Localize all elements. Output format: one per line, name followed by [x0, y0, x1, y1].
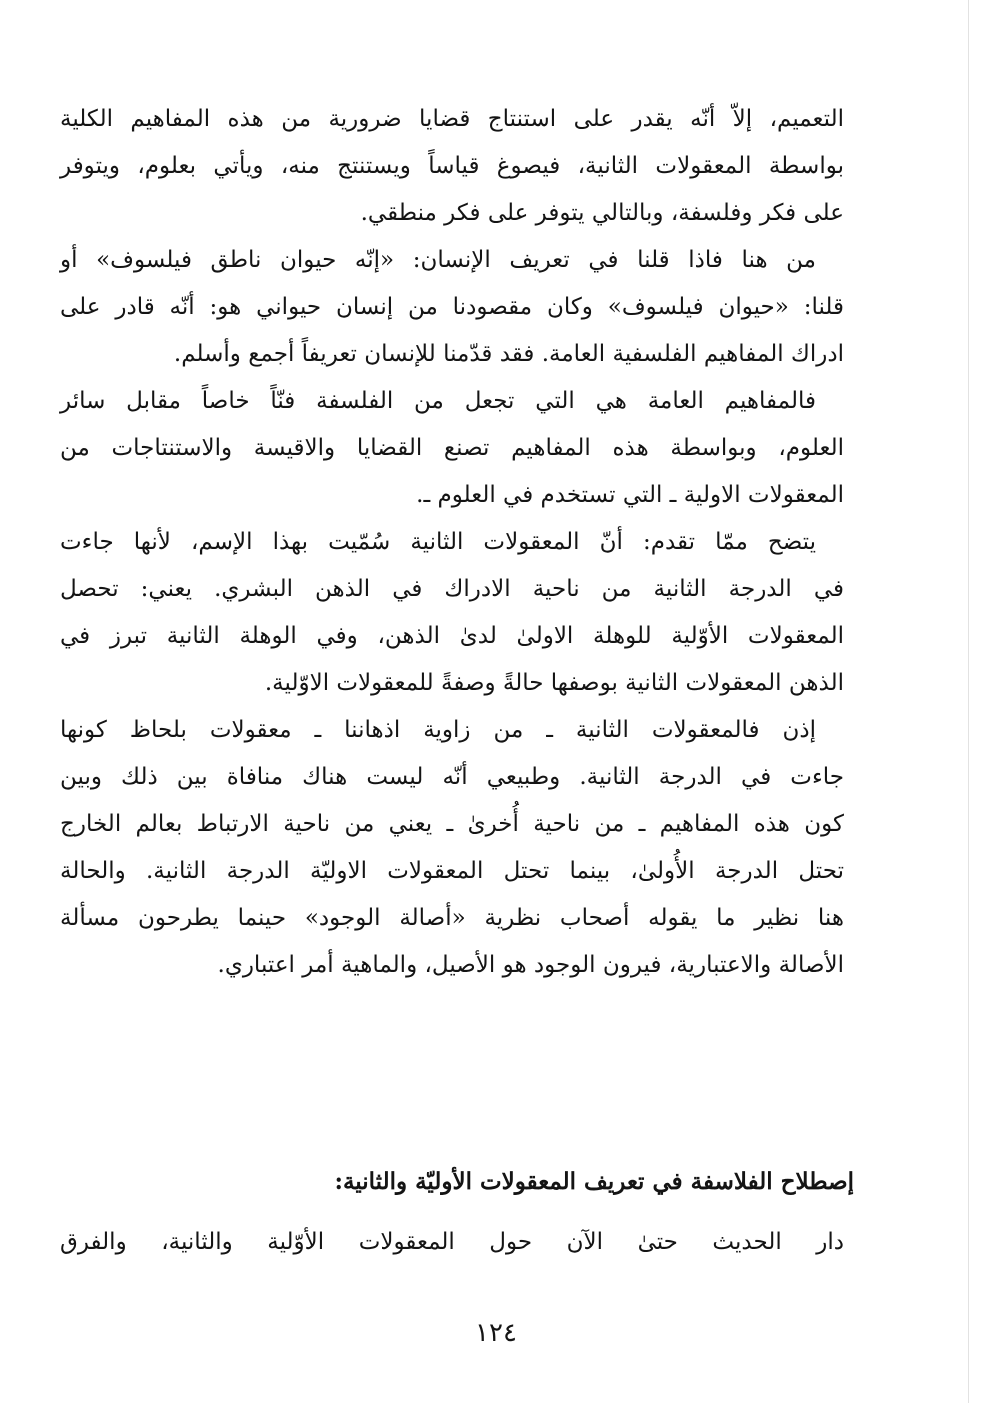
- text-line: جاءت في الدرجة الثانية. وطبيعي أنّه ليست هناك منافاة بين ذلك وبين: [60, 764, 844, 790]
- text-line: الأصالة والاعتبارية، فيرون الوجود هو الأصيل، والماهية أمر اعتباري.: [217, 952, 844, 978]
- paragraph-4-cont: [60, 566, 844, 707]
- paragraph-3: [60, 378, 816, 425]
- text-line: كون هذه المفاهيم ـ من ناحية أُخرىٰ ـ يعني من ناحية الارتباط بعالم الخارج: [60, 811, 844, 837]
- text-line: هنا نظير ما يقوله أصحاب نظرية «أصالة الوجود» حينما يطرحون مسألة: [60, 905, 844, 931]
- scan-edge-line: [968, 0, 969, 1403]
- paragraph-5: [60, 707, 816, 754]
- section-first-line: دار الحديث حتىٰ الآن حول المعقولات الأوّلية والثانية، والفرق: [60, 1229, 844, 1255]
- text-line: فالمفاهيم العامة هي التي تجعل من الفلسفة فنّاً خاصاً مقابل سائر: [60, 388, 816, 414]
- text-line: في الدرجة الثانية من ناحية الادراك في الذهن البشري. يعني: تحصل: [60, 576, 845, 602]
- text-line: على فكر وفلسفة، وبالتالي يتوفر على فكر منطقي.: [360, 200, 844, 226]
- text-line: تحتل الدرجة الأُولىٰ، بينما تحتل المعقولات الاوليّة الدرجة الثانية. والحالة: [60, 858, 844, 884]
- text-line: التعميم، إلاّ أنّه يقدر على استنتاج قضايا ضرورية من هذه المفاهيم الكلية: [60, 106, 844, 132]
- text-line: قلنا: «حيوان فيلسوف» وكان مقصودنا من إنسان حيواني هو: أنّه قادر على: [60, 294, 844, 320]
- paragraph-5-cont: [60, 754, 844, 989]
- paragraph-3-cont: [60, 425, 844, 519]
- text-line: يتضح ممّا تقدم: أنّ المعقولات الثانية سُمّيت بهذا الإسم، لأنها جاءت: [60, 529, 816, 555]
- text-line: بواسطة المعقولات الثانية، فيصوغ قياساً ويستنتج منه، ويأتي بعلوم، ويتوفر: [60, 153, 844, 179]
- body-text: [60, 96, 844, 989]
- section-heading: إصطلاح الفلاسفة في تعريف المعقولات الأوليّة والثانية:: [334, 1168, 854, 1195]
- text-line: العلوم، وبواسطة هذه المفاهيم تصنع القضايا والاقيسة والاستنتاجات من: [60, 435, 844, 461]
- text-line: الذهن المعقولات الثانية بوصفها حالةً وصفةً للمعقولات الاوّلية.: [264, 670, 844, 696]
- text-line: ادراك المفاهيم الفلسفية العامة. فقد قدّمنا للإنسان تعريفاً أجمع وأسلم.: [173, 341, 844, 367]
- text-line: المعقولات الأوّلية للوهلة الاولىٰ لدىٰ الذهن، وفي الوهلة الثانية تبرز في: [60, 623, 844, 649]
- page-number: ١٢٤: [475, 1318, 517, 1348]
- paragraph-1: [60, 96, 844, 237]
- paragraph-4: [60, 519, 816, 566]
- text-line: المعقولات الاولية ـ التي تستخدم في العلوم ـ.: [416, 482, 844, 508]
- paragraph-2-cont: [60, 284, 844, 378]
- paragraph-2: [60, 237, 816, 284]
- text-line: إذن فالمعقولات الثانية ـ من زاوية اذهاننا ـ معقولات بلحاظ كونها: [60, 717, 816, 743]
- text-line: من هنا فاذا قلنا في تعريف الإنسان: «إنّه حيوان ناطق فيلسوف» أو: [60, 247, 816, 273]
